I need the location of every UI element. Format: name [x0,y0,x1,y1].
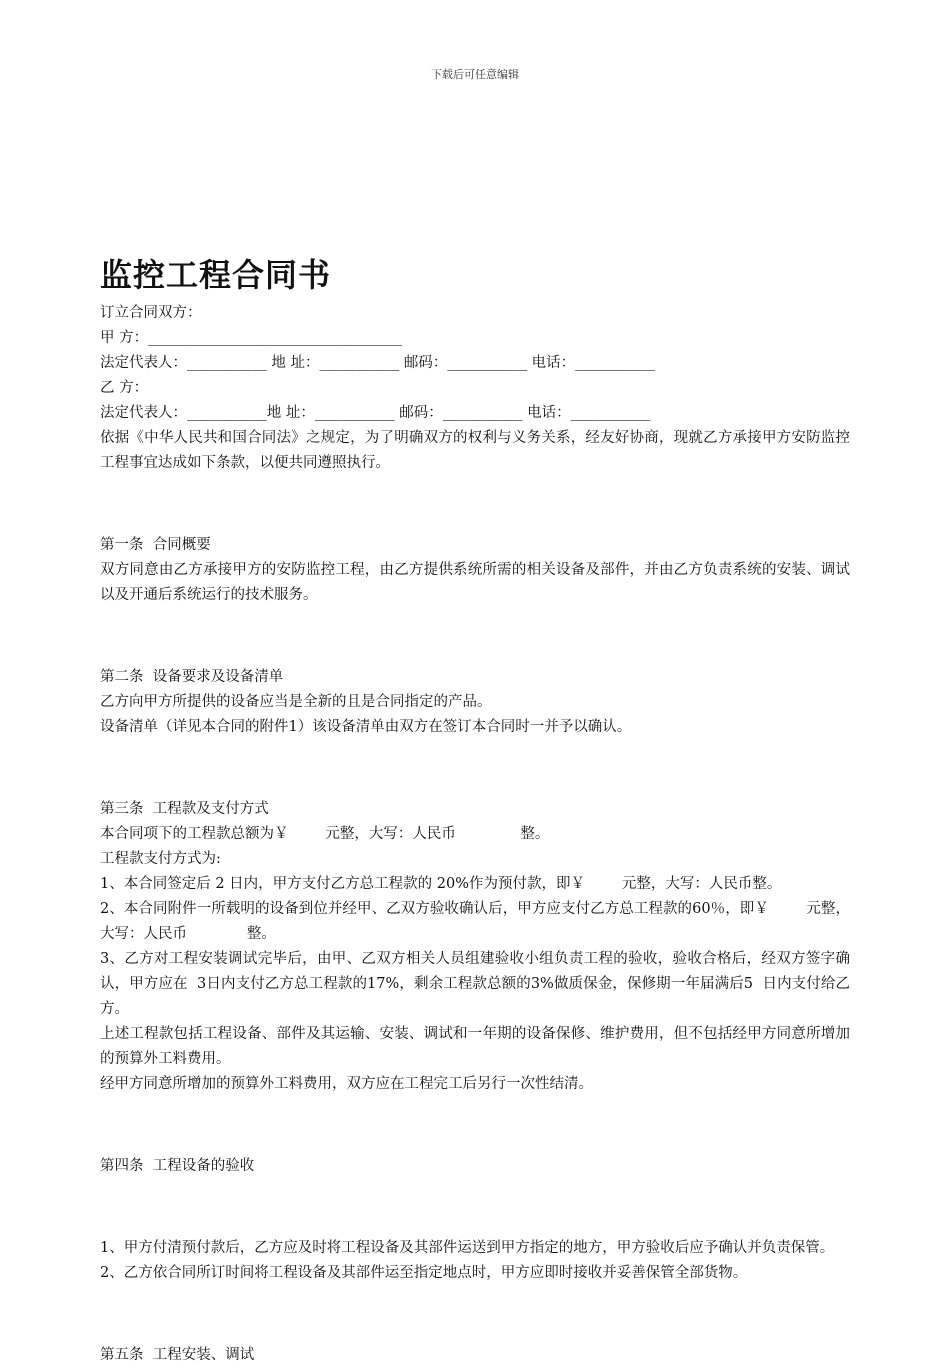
document-line: 法定代表人：___________地 址：___________ 邮码：___________ 电话：___________ [100,405,651,421]
document-line: 订立合同双方： [100,305,202,321]
document-body [100,255,850,1368]
document-line: 乙方向甲方所提供的设备应当是全新的且是合同指定的产品。 [100,694,492,710]
header-note: 下载后可任意编辑 [431,68,519,81]
blank-line [100,1113,850,1138]
document-line: 第五条 工程安装、调试 [100,1347,255,1363]
blank-line [100,1195,850,1220]
document-line: 第三条 工程款及支付方式 [100,801,269,817]
document-line: 2、本合同附件一所载明的设备到位并经甲、乙双方验收确认后，甲方应支付乙方总工程款的60％，即￥ 元整，大写：人民币 整。 [100,901,850,942]
document-title: 监控工程合同书 [100,256,332,294]
document-line: 乙 方： [100,380,149,396]
document-lines [100,301,850,1368]
blank-line [100,492,850,517]
blank-line [100,1302,850,1327]
document-line: 1、甲方付清预付款后，乙方应及时将工程设备及其部件运送到甲方指定的地方，甲方验收后应予确认并负责保管。 [100,1240,835,1256]
document-line: 第四条 工程设备的验收 [100,1158,255,1174]
document-line: 2、乙方依合同所订时间将工程设备及其部件运至指定地点时，甲方应即时接收并妥善保管全部货物。 [100,1265,748,1281]
document-line: 工程款支付方式为: [100,851,221,867]
document-line: 上述工程款包括工程设备、部件及其运输、安装、调试和一年期的设备保修、维护费用，但不包括经甲方同意所增加的预算外工料费用。 [100,1026,850,1067]
document-line: 经甲方同意所增加的预算外工料费用，双方应在工程完工后另行一次性结清。 [100,1076,593,1092]
blank-line [100,624,850,649]
blank-line [100,756,850,781]
document-line: 依据《中华人民共和国合同法》之规定，为了明确双方的权利与义务关系，经友好协商，现就乙方承接甲方安防监控工程事宜达成如下条款，以便共同遵照执行。 [100,430,850,471]
document-line: 甲 方：___________________________________ [100,330,402,346]
document-line: 法定代表人：___________ 地 址：___________ 邮码：___________ 电话：___________ [100,355,655,371]
document-line: 本合同项下的工程款总额为￥ 元整，大写：人民币 整。 [100,826,550,842]
document-line: 3、乙方对工程安装调试完毕后，由甲、乙双方相关人员组建验收小组负责工程的验收，验收合格后，经双方签字确认，甲方应在 3日内支付乙方总工程款的17%，剩余工程款总额的3%做质保金，保修期一年届满后5 日内支付给乙方。 [100,951,850,1017]
document-line: 设备清单（详见本合同的附件1）该设备清单由双方在签订本合同时一并予以确认。 [100,719,632,735]
document-line: 第一条 合同概要 [100,537,211,553]
document-line: 第二条 设备要求及设备清单 [100,669,284,685]
document-line: 双方同意由乙方承接甲方的安防监控工程，由乙方提供系统所需的相关设备及部件，并由乙方负责系统的安装、调试以及开通后系统运行的技术服务。 [100,562,850,603]
document-line: 1、本合同签定后 2 日内，甲方支付乙方总工程款的 20%作为预付款，即￥ 元整，大写：人民币整。 [100,876,782,892]
